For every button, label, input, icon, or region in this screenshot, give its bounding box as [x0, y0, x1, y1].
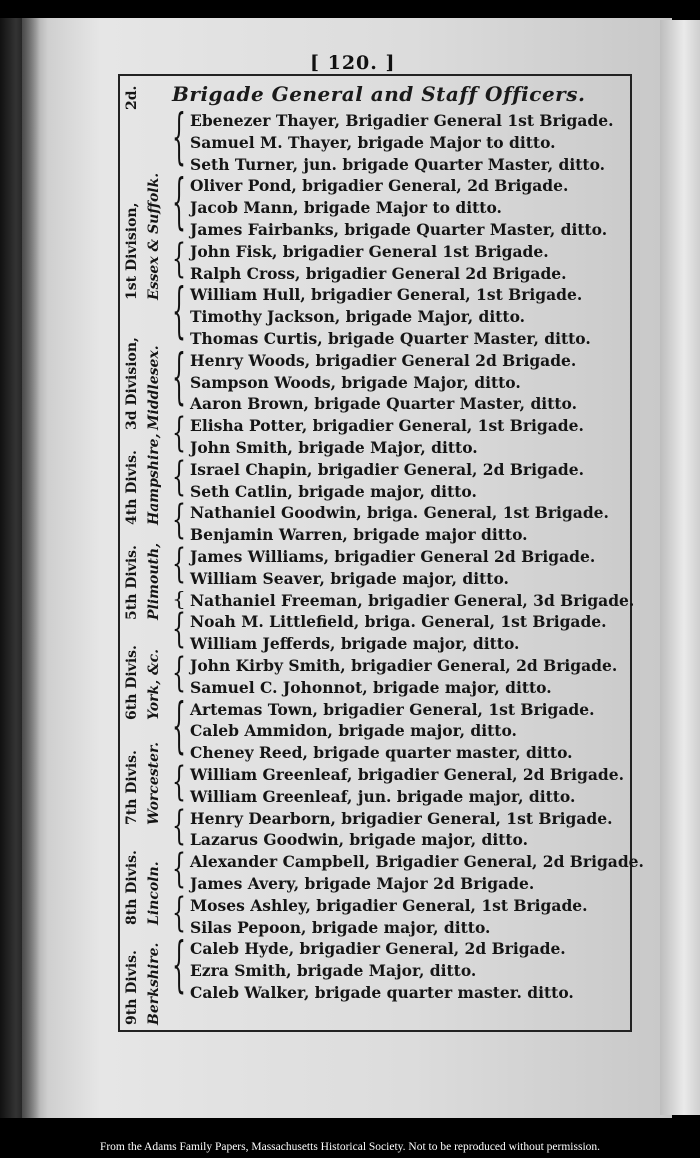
officer-row: Cheney Reed, brigade quarter master, ditto. — [190, 743, 573, 763]
page-edge — [660, 20, 700, 1115]
group-brace: { — [172, 760, 186, 806]
officer-row: Seth Turner, jun. brigade Quarter Master, ditto. — [190, 154, 606, 174]
county-label: Hampshire, — [146, 433, 162, 525]
officer-row: Nathaniel Goodwin, briga. General, 1st Brigade. — [190, 503, 609, 523]
officer-row: Henry Dearborn, brigadier General, 1st Brigade. — [190, 808, 613, 828]
officer-row: Moses Ashley, brigadier General, 1st Brigade. — [190, 895, 588, 915]
officer-row: Thomas Curtis, brigade Quarter Master, ditto. — [190, 329, 591, 348]
officer-row: Sampson Woods, brigade Major, ditto. — [190, 372, 521, 392]
group-brace: { — [172, 455, 186, 501]
county-label: Middlesex. — [146, 345, 162, 430]
officer-row: Jacob Mann, brigade Major to ditto. — [190, 198, 502, 218]
officer-row: William Greenleaf, brigadier General, 2d Brigade. — [190, 765, 625, 784]
division-label: 8th Divis. — [124, 850, 140, 925]
officer-row: Ralph Cross, brigadier General 2d Brigade. — [190, 263, 567, 283]
officer-row: Aaron Brown, brigade Quarter Master, ditto. — [190, 394, 577, 414]
division-label: 9th Divis. — [124, 950, 140, 1025]
officer-row: Samuel C. Johonnot, brigade major, ditto. — [190, 677, 552, 697]
county-label: Essex & Suffolk. — [146, 172, 162, 300]
officer-row: Caleb Walker, brigade quarter master. ditto. — [190, 983, 574, 1002]
group-brace: { — [172, 607, 186, 654]
officer-row: Israel Chapin, brigadier General, 2d Brigade. — [190, 459, 584, 479]
group-brace: { — [172, 104, 186, 173]
officer-row: Lazarus Goodwin, brigade major, ditto. — [190, 830, 528, 850]
officer-row: Samuel M. Thayer, brigade Major to ditto. — [190, 132, 556, 152]
group-brace: { — [172, 693, 186, 762]
officer-row: Artemas Town, brigadier General, 1st Brigade. — [190, 699, 595, 719]
officer-row: Ezra Smith, brigade Major, ditto. — [190, 961, 477, 981]
group-brace: { — [172, 891, 186, 937]
county-label: Lincoln. — [146, 861, 162, 925]
division-label: 6th Divis. — [124, 645, 140, 720]
group-brace: { — [172, 344, 186, 413]
officer-row: James Avery, brigade Major 2d Brigade. — [190, 874, 535, 893]
division-label: 3d Division, — [124, 337, 140, 430]
group-brace: { — [172, 411, 186, 457]
group-brace: { — [172, 498, 186, 545]
officer-row: Seth Catlin, brigade major, ditto. — [190, 481, 477, 501]
officer-row: Silas Pepoon, brigade major, ditto. — [190, 917, 491, 937]
division-label: 7th Divis. — [124, 750, 140, 825]
division-label: 4th Divis. — [124, 450, 140, 525]
group-brace: { — [172, 278, 186, 348]
officer-row: Caleb Hyde, brigadier General, 2d Brigade. — [190, 939, 566, 959]
officer-row: Benjamin Warren, brigade major ditto. — [190, 525, 528, 545]
officer-row: John Fisk, brigadier General 1st Brigade. — [190, 241, 549, 261]
group-brace: { — [172, 803, 186, 850]
officer-row: Oliver Pond, brigadier General, 2d Brigade. — [190, 176, 569, 196]
officer-row: Ebenezer Thayer, Brigadier General 1st Brigade. — [190, 111, 614, 130]
officer-row: Timothy Jackson, brigade Major, ditto. — [190, 307, 526, 327]
group-brace: { — [172, 542, 186, 588]
county-label: Plimouth, — [146, 542, 162, 620]
copyright-notice: From the Adams Family Papers, Massachusetts Historical Society. Not to be reproduced without permission. — [99, 1141, 601, 1153]
county-label: Worcester. — [146, 742, 162, 825]
officer-row: Alexander Campbell, Brigadier General, 2d Brigade. — [190, 852, 644, 872]
officer-row: Henry Woods, brigadier General 2d Brigade. — [190, 350, 577, 370]
division-label: 2d. — [124, 85, 140, 110]
officer-row: William Hull, brigadier General, 1st Brigade. — [190, 285, 583, 305]
officer-row: James Williams, brigadier General 2d Brigade. — [190, 547, 596, 566]
group-brace: { — [172, 237, 186, 283]
officer-row: Caleb Ammidon, brigade major, ditto. — [190, 721, 517, 741]
group-brace: { — [172, 651, 186, 697]
officer-row: John Kirby Smith, brigadier General, 2d Brigade. — [190, 656, 618, 675]
group-brace: { — [172, 847, 186, 893]
officer-row: Nathaniel Freeman, brigadier General, 3d Brigade. — [190, 590, 635, 610]
division-label: 1st Division, — [124, 202, 140, 300]
group-brace: { — [172, 169, 186, 239]
officer-row: James Fairbanks, brigade Quarter Master, ditto. — [190, 220, 608, 239]
officer-row: Noah M. Littlefield, briga. General, 1st Brigade. — [190, 612, 607, 632]
officer-row: Elisha Potter, brigadier General, 1st Brigade. — [190, 416, 584, 436]
group-brace: { — [172, 587, 186, 611]
officer-row: John Smith, brigade Major, ditto. — [190, 438, 478, 457]
table-header: Brigade General and Staff Officers. — [172, 82, 586, 106]
officer-row: William Seaver, brigade major, ditto. — [190, 568, 509, 588]
officer-row: William Jefferds, brigade major, ditto. — [190, 634, 520, 654]
county-label: Berkshire. — [146, 942, 162, 1025]
group-brace: { — [172, 932, 186, 1002]
division-label: 5th Divis. — [124, 545, 140, 620]
county-label: York, &c. — [146, 649, 162, 720]
page-number: [ 120. ] — [310, 52, 396, 74]
page-gutter-shadow — [0, 18, 40, 1118]
officer-row: William Greenleaf, jun. brigade major, ditto. — [190, 786, 576, 806]
